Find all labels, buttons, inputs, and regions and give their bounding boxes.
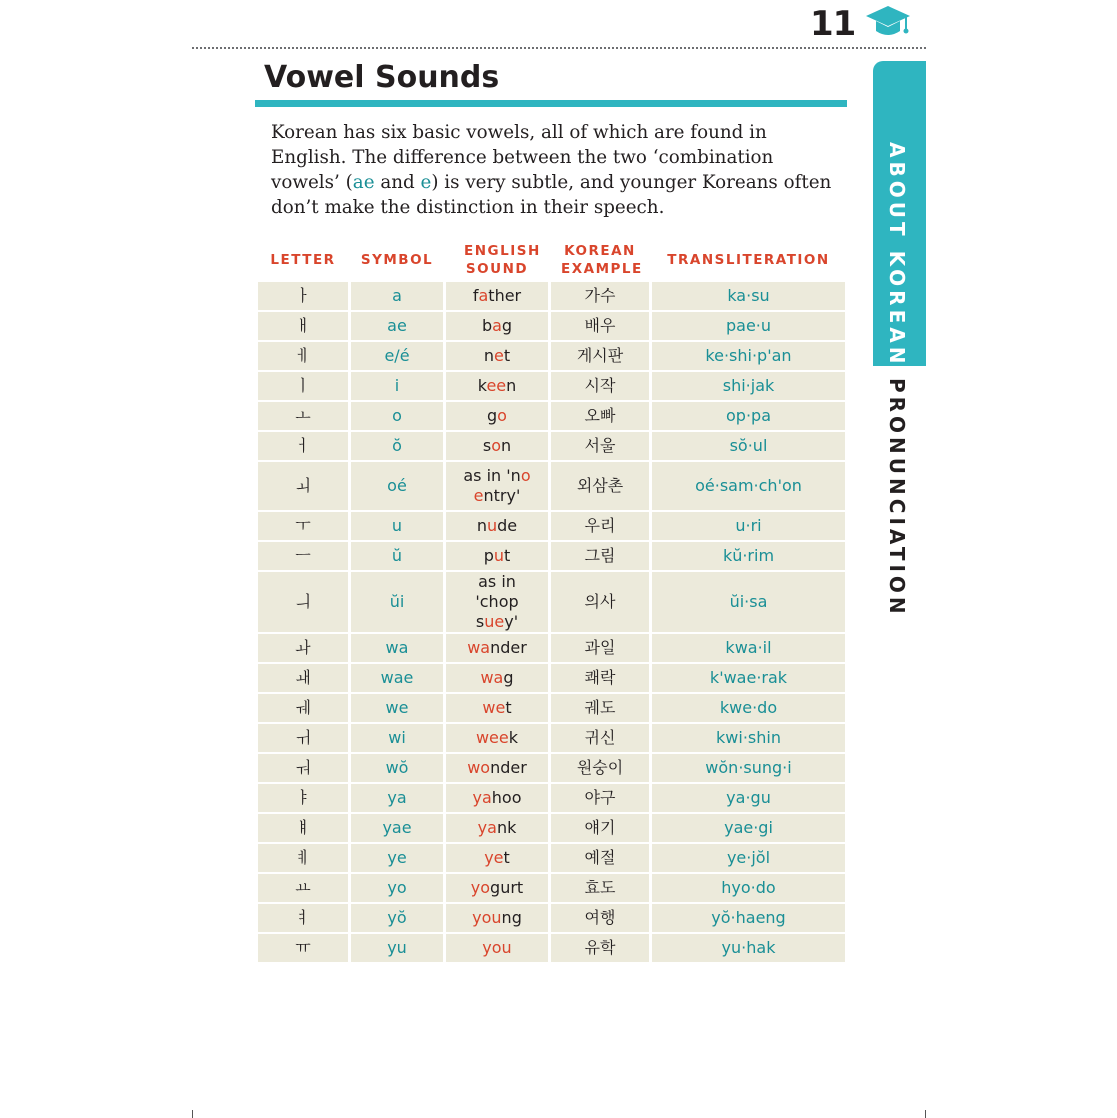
english-sound-text: ther [488, 286, 522, 305]
letter-cell: ㅙ [258, 664, 348, 692]
korean-example-cell: 가수 [551, 282, 649, 310]
english-sound-cell [446, 372, 548, 400]
transliteration-cell: wŏn·sung·i [652, 754, 845, 782]
symbol-cell: a [351, 282, 443, 310]
english-sound-text: k [508, 728, 519, 747]
page-title: Vowel Sounds [264, 60, 500, 95]
transliteration-cell: oé·sam·ch'on [652, 462, 845, 510]
english-sound-highlight: you [482, 938, 512, 957]
english-sound-cell [446, 282, 548, 310]
english-sound-text: n [506, 376, 517, 395]
english-sound-highlight: yo [470, 878, 491, 897]
english-sound-highlight: o [491, 436, 501, 455]
header-letter: LETTER [270, 252, 336, 268]
korean-example-cell: 유학 [551, 934, 649, 962]
english-sound-cell [446, 402, 548, 430]
letter-cell: ㅗ [258, 402, 348, 430]
english-sound-text: n [501, 436, 512, 455]
english-sound-text: f [472, 286, 479, 305]
letter-cell: ㅘ [258, 634, 348, 662]
english-sound-highlight: a [478, 286, 489, 305]
english-sound-highlight: ye [484, 848, 504, 867]
symbol-cell: i [351, 372, 443, 400]
symbol-cell: ae [351, 312, 443, 340]
table-row [258, 814, 845, 842]
symbol-cell: e/é [351, 342, 443, 370]
table-header-row [258, 240, 845, 280]
english-sound-cell [446, 312, 548, 340]
english-sound-text: g [487, 406, 498, 425]
intro-text-1: Korean has six basic vowels, all of which are found in English. The difference between the two ‘combination vowels’ ( [271, 122, 774, 193]
english-sound-highlight: u [487, 516, 498, 535]
english-sound-text: t [504, 546, 511, 565]
english-sound-cell [446, 462, 548, 510]
english-sound-text: t [503, 346, 511, 365]
letter-cell: ㅞ [258, 694, 348, 722]
english-sound-cell [446, 934, 548, 962]
english-sound-text: g [501, 316, 513, 335]
english-sound-text: as in 'n [463, 466, 521, 485]
english-sound-text: as in 'chop s [475, 572, 519, 631]
symbol-cell: oé [351, 462, 443, 510]
korean-example-cell: 오빠 [551, 402, 649, 430]
transliteration-cell: pae·u [652, 312, 845, 340]
letter-cell: ㅛ [258, 874, 348, 902]
english-sound-highlight: we [482, 698, 506, 717]
english-sound-text: t [503, 848, 510, 867]
letter-cell: ㅝ [258, 754, 348, 782]
letter-cell: ㅚ [258, 462, 348, 510]
korean-example-cell: 외삼촌 [551, 462, 649, 510]
table-row [258, 402, 845, 430]
header-symbol: SYMBOL [360, 252, 434, 268]
english-sound-highlight: ue [484, 612, 505, 631]
symbol-cell: yae [351, 814, 443, 842]
transliteration-cell: u·ri [652, 512, 845, 540]
letter-cell: ㅠ [258, 934, 348, 962]
symbol-cell: yo [351, 874, 443, 902]
english-sound-cell [446, 572, 548, 632]
english-sound-text: gurt [490, 878, 524, 897]
table-row [258, 432, 845, 460]
letter-cell: ㅑ [258, 784, 348, 812]
english-sound-highlight: wa [467, 638, 491, 657]
english-sound-text: p [483, 546, 494, 565]
english-sound-highlight: wo [467, 758, 491, 777]
table-row [258, 934, 845, 962]
english-sound-cell [446, 814, 548, 842]
english-sound-cell [446, 784, 548, 812]
english-sound-text: de [497, 516, 518, 535]
symbol-cell: u [351, 512, 443, 540]
letter-cell: ㅣ [258, 372, 348, 400]
table-row [258, 342, 845, 370]
korean-example-cell: 효도 [551, 874, 649, 902]
english-sound-text: k [477, 376, 487, 395]
table-row [258, 664, 845, 692]
table-row [258, 282, 845, 310]
korean-example-cell: 원숭이 [551, 754, 649, 782]
english-sound-text: nder [490, 638, 527, 657]
table-row [258, 512, 845, 540]
letter-cell: ㅐ [258, 312, 348, 340]
header-english-sound: ENGLISH SOUND [464, 243, 541, 277]
letter-cell: ㅏ [258, 282, 348, 310]
english-sound-highlight: o [497, 406, 507, 425]
letter-cell: ㅓ [258, 432, 348, 460]
english-sound-cell [446, 664, 548, 692]
letter-cell: ㅟ [258, 724, 348, 752]
symbol-cell: we [351, 694, 443, 722]
symbol-cell: wa [351, 634, 443, 662]
transliteration-cell: shi·jak [652, 372, 845, 400]
english-sound-text: y' [504, 612, 519, 631]
graduation-cap-icon [864, 4, 912, 40]
english-sound-highlight: ya [477, 818, 497, 837]
table-row [258, 372, 845, 400]
english-sound-cell [446, 432, 548, 460]
table-row [258, 462, 845, 510]
page-number: 11 [810, 4, 856, 44]
title-underline [255, 100, 847, 107]
header-korean-example: KOREAN EXAMPLE [561, 243, 643, 277]
english-sound-cell [446, 542, 548, 570]
header-divider [192, 47, 926, 49]
letter-cell: ㅖ [258, 844, 348, 872]
english-sound-cell [446, 874, 548, 902]
vowel-table [255, 238, 848, 964]
english-sound-highlight: wee [475, 728, 509, 747]
korean-example-cell: 귀신 [551, 724, 649, 752]
section-label: PRONUNCIATION [885, 378, 909, 618]
english-sound-highlight: a [492, 316, 502, 335]
transliteration-cell: yae·gi [652, 814, 845, 842]
table-row [258, 784, 845, 812]
symbol-cell: ŭi [351, 572, 443, 632]
english-sound-cell [446, 512, 548, 540]
english-sound-cell [446, 724, 548, 752]
table-row [258, 634, 845, 662]
letter-cell: ㅔ [258, 342, 348, 370]
table-row [258, 904, 845, 932]
transliteration-cell: ke·shi·p'an [652, 342, 845, 370]
english-sound-cell [446, 754, 548, 782]
korean-example-cell: 의사 [551, 572, 649, 632]
symbol-cell: o [351, 402, 443, 430]
korean-example-cell: 과일 [551, 634, 649, 662]
english-sound-text: nder [490, 758, 527, 777]
intro-term-ae: ae [352, 172, 375, 193]
english-sound-text: s [482, 436, 492, 455]
english-sound-cell [446, 844, 548, 872]
transliteration-cell: kwi·shin [652, 724, 845, 752]
english-sound-highlight: wa [480, 668, 504, 687]
table-row [258, 874, 845, 902]
table-row [258, 844, 845, 872]
korean-example-cell: 배우 [551, 312, 649, 340]
letter-cell: ㅕ [258, 904, 348, 932]
english-sound-text: n [483, 346, 494, 365]
letter-cell: ㅡ [258, 542, 348, 570]
english-sound-text: b [481, 316, 493, 335]
letter-cell: ㅒ [258, 814, 348, 842]
korean-example-cell: 궤도 [551, 694, 649, 722]
intro-paragraph [271, 120, 841, 220]
english-sound-cell [446, 342, 548, 370]
transliteration-cell: hyo·do [652, 874, 845, 902]
transliteration-cell: ye·jŏl [652, 844, 845, 872]
symbol-cell: ŏ [351, 432, 443, 460]
intro-term-e: e [420, 172, 432, 193]
table-row [258, 754, 845, 782]
english-sound-cell [446, 904, 548, 932]
korean-example-cell: 게시판 [551, 342, 649, 370]
header-transliteration: TRANSLITERATION [667, 252, 830, 268]
table-row [258, 694, 845, 722]
section-tab-label: ABOUT KOREAN [885, 142, 909, 368]
korean-example-cell: 시작 [551, 372, 649, 400]
english-sound-text: ntry' [483, 486, 521, 505]
table-row [258, 542, 845, 570]
korean-example-cell: 예절 [551, 844, 649, 872]
english-sound-text: t [505, 698, 512, 717]
english-sound-highlight: o e [473, 466, 531, 505]
english-sound-cell [446, 694, 548, 722]
symbol-cell: yu [351, 934, 443, 962]
english-sound-text: g [503, 668, 514, 687]
transliteration-cell: k'wae·rak [652, 664, 845, 692]
transliteration-cell: ka·su [652, 282, 845, 310]
transliteration-cell: sŏ·ul [652, 432, 845, 460]
symbol-cell: ŭ [351, 542, 443, 570]
korean-example-cell: 쾌락 [551, 664, 649, 692]
english-sound-highlight: ee [486, 376, 507, 395]
table-row [258, 312, 845, 340]
intro-text-2: and [374, 172, 421, 193]
symbol-cell: ya [351, 784, 443, 812]
korean-example-cell: 얘기 [551, 814, 649, 842]
korean-example-cell: 그림 [551, 542, 649, 570]
transliteration-cell: ya·gu [652, 784, 845, 812]
intro-text-3: ) is very subtle, and younger Koreans often don’t make the distinction in their speech. [271, 172, 832, 218]
transliteration-cell: yu·hak [652, 934, 845, 962]
korean-example-cell: 야구 [551, 784, 649, 812]
transliteration-cell: op·pa [652, 402, 845, 430]
english-sound-text: ng [501, 908, 522, 927]
english-sound-text: nk [496, 818, 517, 837]
english-sound-text: n [476, 516, 487, 535]
transliteration-cell: yŏ·haeng [652, 904, 845, 932]
symbol-cell: yŏ [351, 904, 443, 932]
symbol-cell: wŏ [351, 754, 443, 782]
transliteration-cell: kwe·do [652, 694, 845, 722]
symbol-cell: wae [351, 664, 443, 692]
english-sound-highlight: e [494, 346, 504, 365]
english-sound-highlight: ya [472, 788, 492, 807]
table-row [258, 724, 845, 752]
korean-example-cell: 여행 [551, 904, 649, 932]
letter-cell: ㅜ [258, 512, 348, 540]
english-sound-text: hoo [491, 788, 522, 807]
english-sound-highlight: you [472, 908, 502, 927]
transliteration-cell: kŭ·rim [652, 542, 845, 570]
transliteration-cell: ŭi·sa [652, 572, 845, 632]
table-row [258, 572, 845, 632]
symbol-cell: ye [351, 844, 443, 872]
korean-example-cell: 우리 [551, 512, 649, 540]
symbol-cell: wi [351, 724, 443, 752]
korean-example-cell: 서울 [551, 432, 649, 460]
letter-cell: ㅢ [258, 572, 348, 632]
transliteration-cell: kwa·il [652, 634, 845, 662]
english-sound-highlight: u [493, 546, 504, 565]
english-sound-cell [446, 634, 548, 662]
